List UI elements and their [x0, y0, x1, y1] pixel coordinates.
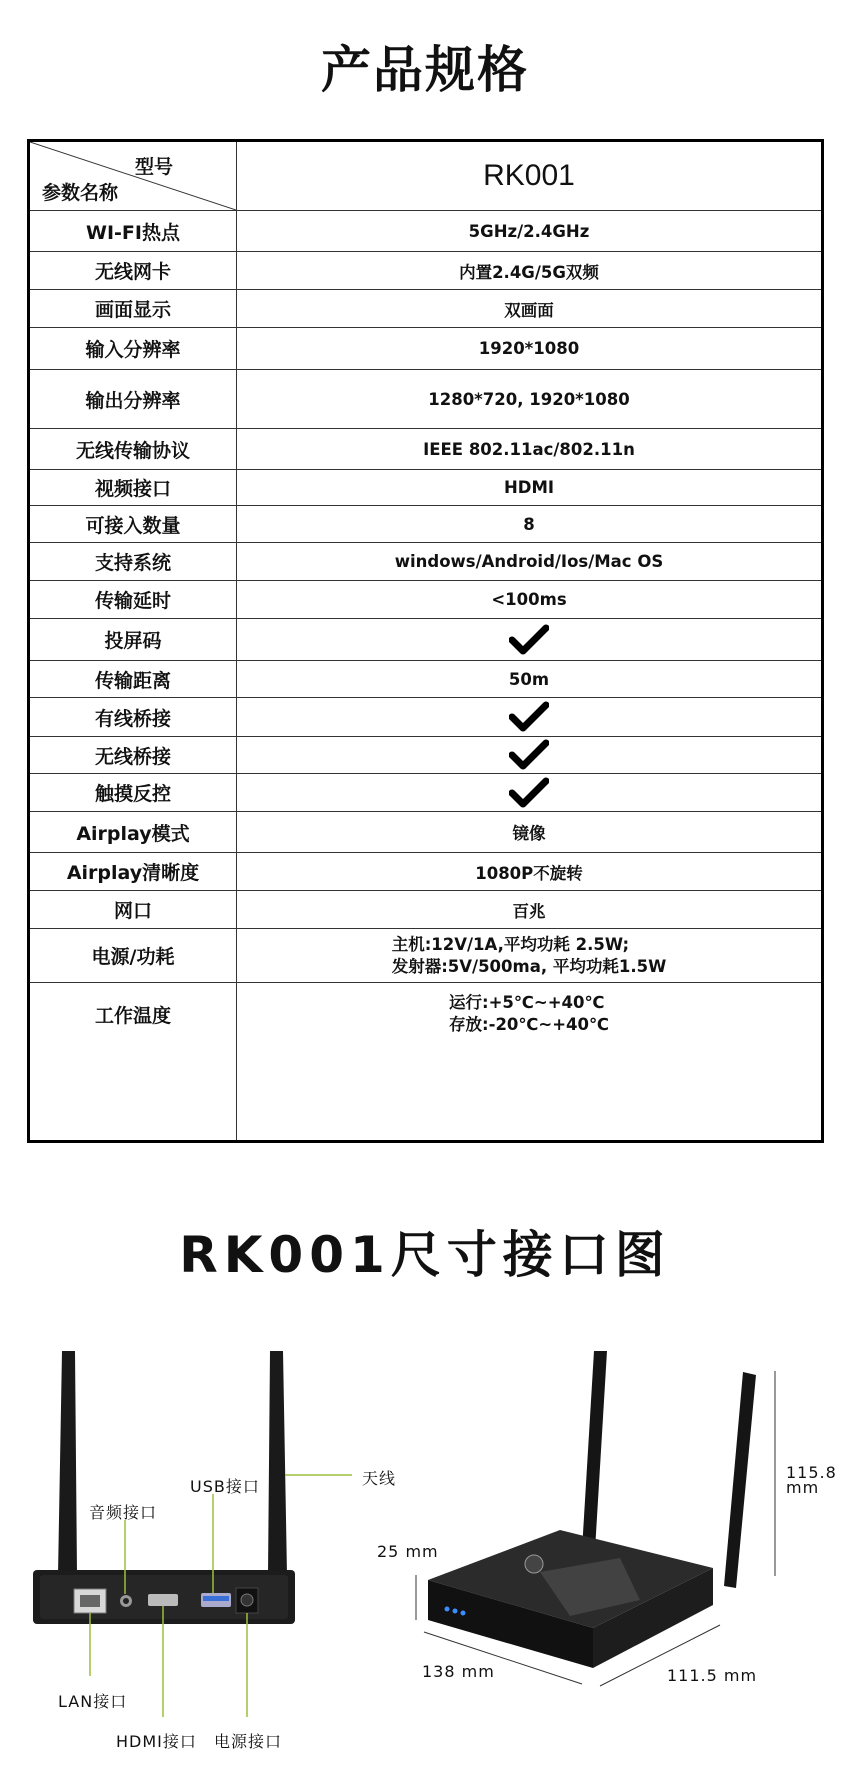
- spec-value: 1080P不旋转: [475, 863, 583, 883]
- spec-name: 无线传输协议: [75, 439, 190, 462]
- spec-name: 触摸反控: [94, 783, 171, 805]
- label-audio: 音频接口: [89, 1503, 158, 1522]
- spec-value: 5GHz/2.4GHz: [468, 221, 590, 241]
- spec-name: 无线桥接: [94, 745, 171, 768]
- spec-value: windows/Android/Ios/Mac OS: [394, 552, 664, 571]
- label-hdmi: HDMI接口: [116, 1732, 197, 1751]
- label-lan: LAN接口: [58, 1692, 128, 1711]
- spec-name: 工作温度: [94, 1004, 171, 1027]
- spec-value: 50m: [508, 669, 550, 689]
- spec-name: 视频接口: [94, 478, 171, 500]
- spec-name: 有线桥接: [94, 707, 171, 730]
- spec-name: 输入分辨率: [85, 339, 181, 361]
- spec-value: 双画面: [504, 300, 554, 320]
- spec-value-line: 发射器:5V/500ma, 平均功耗1.5W: [391, 956, 667, 976]
- spec-name: Airplay模式: [76, 822, 190, 845]
- label-length: 138 mm: [422, 1662, 495, 1681]
- spec-title: 产品规格: [321, 41, 529, 99]
- label-height-value: 115.8: [786, 1463, 837, 1482]
- spec-name: WI-FI热点: [86, 221, 180, 244]
- label-usb: USB接口: [190, 1477, 260, 1496]
- header-model-label: 型号: [135, 156, 174, 178]
- dimension-title: RK001尺寸接口图: [179, 1226, 671, 1284]
- label-height: [786, 1465, 837, 1495]
- label-power: 电源接口: [214, 1732, 283, 1751]
- spec-name: 无线网卡: [94, 261, 171, 283]
- header-param-label: 参数名称: [42, 182, 119, 204]
- spec-value: HDMI: [503, 478, 555, 497]
- spec-name: 投屏码: [104, 630, 162, 652]
- spec-name: 输出分辨率: [85, 389, 181, 412]
- spec-value: IEEE 802.11ac/802.11n: [423, 439, 635, 459]
- spec-value: 8: [523, 514, 535, 534]
- label-width: 111.5 mm: [667, 1666, 758, 1685]
- label-thickness: 25 mm: [377, 1542, 439, 1561]
- spec-name: 支持系统: [94, 552, 171, 574]
- spec-name: 电源/功耗: [91, 946, 175, 968]
- angled-view-device: [428, 1351, 756, 1668]
- spec-value: 百兆: [512, 901, 546, 921]
- spec-value: 1920*1080: [478, 339, 580, 358]
- spec-value: 内置2.4G/5G双频: [459, 262, 599, 282]
- spec-name: 网口: [113, 900, 152, 922]
- spec-name: 画面显示: [94, 299, 171, 321]
- spec-value: <100ms: [491, 590, 567, 609]
- spec-value-line: 存放:-20℃~+40℃: [449, 1015, 609, 1034]
- spec-name: 传输延时: [94, 590, 171, 612]
- spec-name: Airplay清晰度: [66, 862, 200, 884]
- spec-value-line: 主机:12V/1A,平均功耗 2.5W;: [391, 934, 630, 954]
- spec-name: 可接入数量: [85, 514, 181, 537]
- spec-value: 1280*720, 1920*1080: [428, 389, 630, 409]
- spec-name: 传输距离: [94, 669, 171, 692]
- label-antenna: 天线: [362, 1469, 397, 1488]
- spec-value-line: 运行:+5℃~+40℃: [449, 993, 605, 1012]
- label-height-unit: mm: [786, 1478, 820, 1497]
- header-model-value: RK001: [483, 159, 575, 192]
- spec-value: 镜像: [512, 824, 546, 843]
